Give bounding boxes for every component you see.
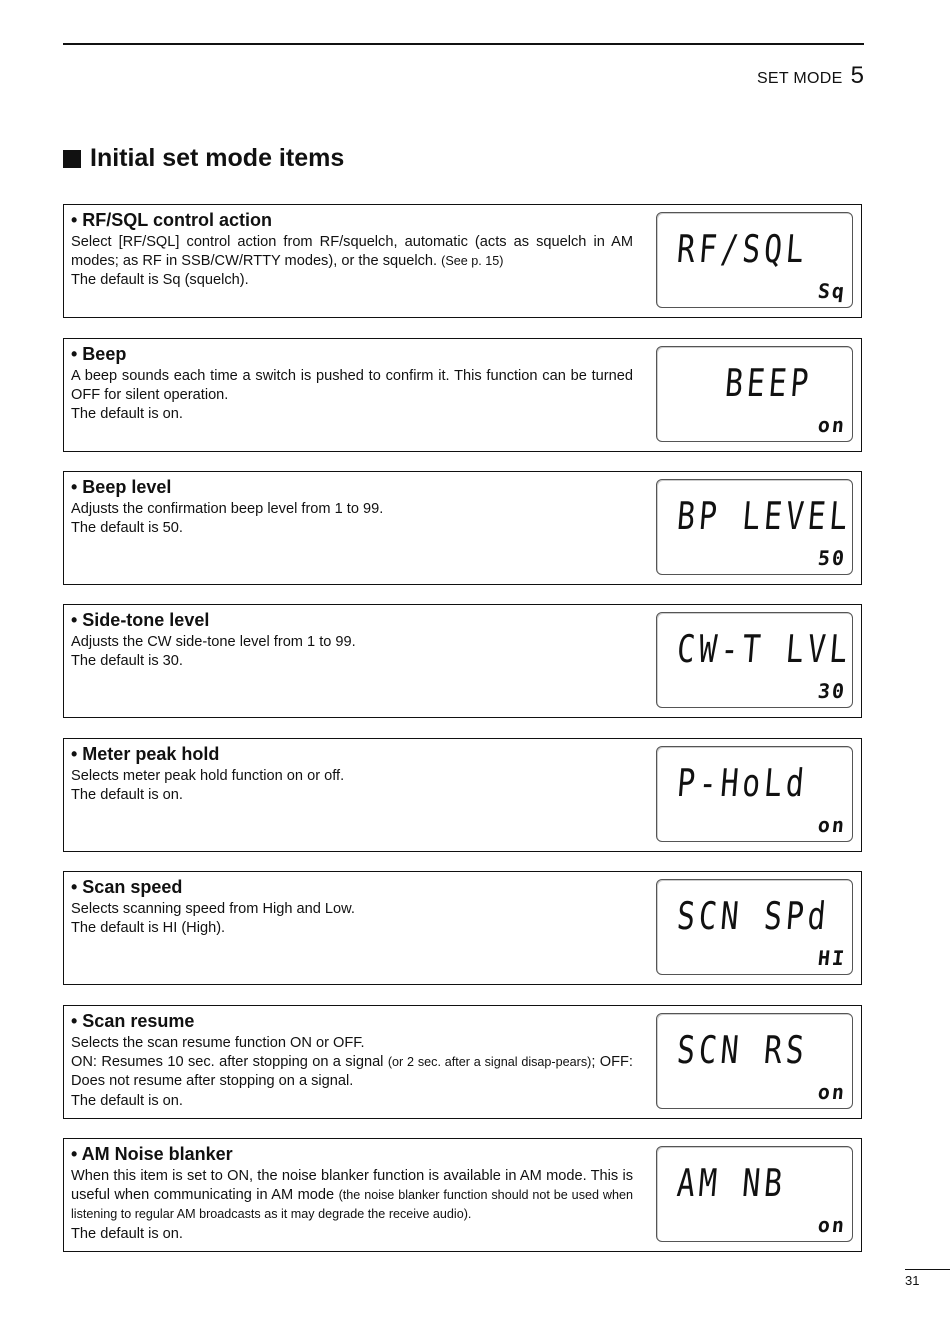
item-description: [71, 1167, 633, 1225]
item-description: Adjusts the CW side-tone level from 1 to 99.: [71, 634, 356, 650]
item-description: [71, 233, 633, 271]
item-heading: • Scan speed: [71, 877, 183, 897]
chapter-title: SET MODE: [756, 70, 843, 87]
lcd-sub-text: on: [816, 1213, 848, 1237]
chapter-number: 5: [850, 62, 864, 89]
item-am-noise-blanker: [63, 1138, 862, 1252]
lcd-display: [656, 1146, 853, 1242]
item-text: [71, 1143, 633, 1244]
item-heading: • Beep: [71, 344, 127, 364]
item-default: The default is 50.: [71, 520, 183, 537]
section-title: [63, 144, 344, 173]
page-number-rule: [905, 1269, 950, 1270]
square-bullet-icon: [63, 150, 81, 168]
lcd-main-text: CW-T LVL: [675, 627, 853, 671]
top-rule: [63, 43, 864, 45]
lcd-sub-text: Sq: [816, 279, 848, 303]
item-heading: • Meter peak hold: [71, 744, 220, 764]
item-default: The default is HI (High).: [71, 920, 226, 937]
lcd-sub-text: HI: [816, 946, 848, 970]
desc2-end: ; OFF: Does not resume after stopping on a signal.: [71, 1054, 633, 1090]
desc-text: Select [RF/SQL] control action from RF/squelch, automatic (acts as squelch in AM modes; as RF in SSB/CW/RTTY modes), or the squelch.: [71, 234, 633, 270]
item-default: The default is 30.: [71, 653, 183, 670]
page-number: 31: [905, 1273, 920, 1288]
item-text: [71, 343, 633, 425]
item-default: The default is on.: [71, 1225, 183, 1242]
desc-note: (the noise blanker function should not be used when listening to regular AM broadcasts as it may degrade the receive audio).: [71, 1188, 633, 1222]
item-text: [71, 609, 633, 671]
lcd-sub-text: 30: [816, 679, 848, 703]
lcd-display: [656, 879, 853, 975]
item-description: Selects scanning speed from High and Low.: [71, 901, 355, 917]
item-text: [71, 743, 633, 805]
lcd-display: [656, 1013, 853, 1109]
item-text: [71, 1010, 633, 1111]
lcd-sub-text: on: [816, 413, 848, 437]
item-side-tone-level: [63, 604, 862, 718]
item-description: A beep sounds each time a switch is pushed to confirm it. This function can be turned OFF for silent operation.: [71, 368, 633, 404]
desc-reference: (See p. 15): [441, 254, 504, 269]
item-meter-peak-hold: [63, 738, 862, 852]
item-scan-speed: [63, 871, 862, 985]
item-default: The default is on.: [71, 1092, 183, 1109]
desc2-text: ON: Resumes 10 sec. after stopping on a signal: [71, 1054, 384, 1071]
item-heading: • Scan resume: [71, 1011, 195, 1031]
desc-text: When this item is set to ON, the noise blanker function is available in AM mode. This is useful when communicating in AM mode: [71, 1168, 633, 1204]
item-description: Adjusts the confirmation beep level from 1 to 99.: [71, 501, 384, 517]
lcd-main-text: SCN RS: [675, 1028, 810, 1072]
lcd-display: [656, 346, 853, 442]
lcd-main-text: BEEP: [723, 361, 814, 405]
chapter-header: [757, 62, 864, 90]
item-heading: • AM Noise blanker: [71, 1144, 233, 1164]
item-scan-resume: [63, 1005, 862, 1119]
item-text: [71, 876, 633, 938]
lcd-sub-text: on: [816, 813, 848, 837]
item-beep-level: [63, 471, 862, 585]
lcd-display: [656, 212, 853, 308]
item-description: Selects meter peak hold function on or off.: [71, 768, 345, 784]
lcd-main-text: AM NB: [675, 1161, 788, 1205]
lcd-main-text: RF/SQL: [675, 227, 810, 271]
section-title-text: Initial set mode items: [90, 144, 345, 172]
item-default: The default is on.: [71, 406, 183, 423]
item-default: The default is Sq (squelch).: [71, 272, 249, 289]
item-text: [71, 476, 633, 538]
lcd-main-text: SCN SPd: [675, 894, 832, 938]
lcd-main-text: P-HoLd: [675, 761, 810, 805]
lcd-display: [656, 612, 853, 708]
lcd-sub-text: 50: [816, 546, 848, 570]
lcd-display: [656, 746, 853, 842]
item-text: [71, 209, 633, 291]
item-default: The default is on.: [71, 787, 183, 804]
lcd-display: [656, 479, 853, 575]
item-heading: • RF/SQL control action: [71, 210, 272, 230]
lcd-sub-text: on: [816, 1080, 848, 1104]
item-heading: • Beep level: [71, 477, 172, 497]
item-rf-sql: [63, 204, 862, 318]
desc2-note: (or 2 sec. after a signal disap-pears): [387, 1055, 592, 1070]
item-beep: [63, 338, 862, 452]
item-description-2: [71, 1053, 633, 1091]
item-heading: • Side-tone level: [71, 610, 210, 630]
item-description: Selects the scan resume function ON or OFF.: [71, 1035, 365, 1051]
lcd-main-text: BP LEVEL: [675, 494, 853, 538]
